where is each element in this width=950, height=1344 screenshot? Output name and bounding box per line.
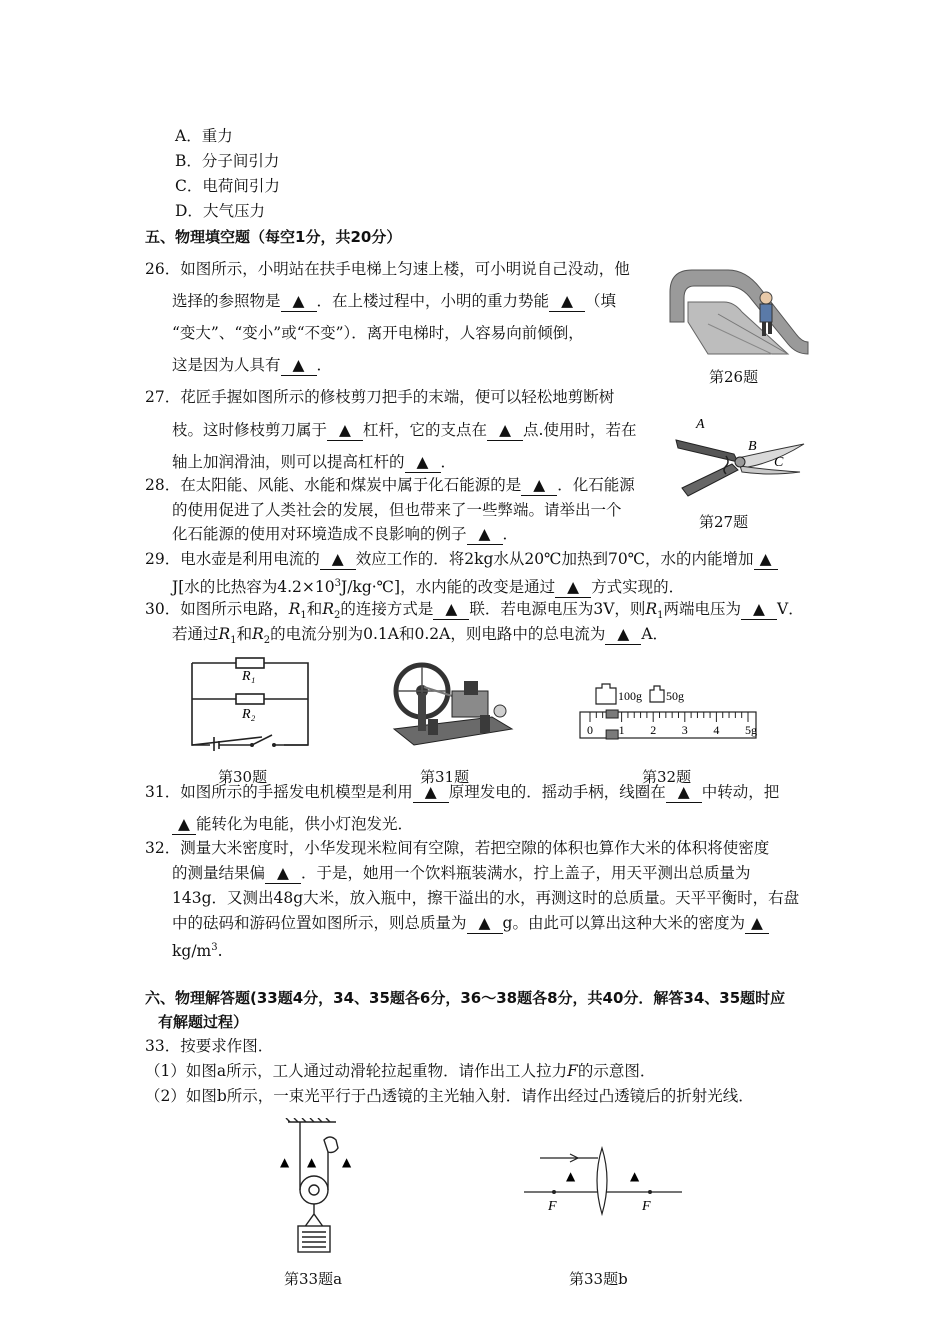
blank-marker: ▲ [280,1155,290,1169]
q27-line3: 轴上加润滑油，则可以提高杠杆的 ▲ ． [172,453,457,471]
scale-label: 1 [618,723,625,737]
answer-blank[interactable]: ▲ [327,420,363,441]
pulley-figure [270,1118,366,1256]
answer-blank[interactable]: ▲ [666,782,702,803]
answer-blank[interactable]: ▲ [549,291,585,312]
q31-caption: 第31题 [420,768,470,786]
label-a: A [696,417,705,432]
q32-line5: $kg/m^3$. [172,942,223,961]
q32-caption: 第32题 [642,768,692,786]
r1-label: R₁ [242,669,256,684]
q33b-caption: 第33题b [569,1270,628,1288]
answer-blank[interactable]: ▲ [172,814,196,835]
focal-right: F [642,1199,651,1214]
q28-line3: 化石能源的使用对环境造成不良影响的例子 ▲ ． [172,525,519,543]
circuit-figure [188,655,314,751]
q26-line3: “变大”、“变小”或“不变”）．离开电梯时，人容易向前倾倒， [172,324,584,342]
focal-left: F [548,1199,557,1214]
q31-line1: 31．如图所示的手摇发电机模型是利用 ▲ 原理发电的．摇动手柄，线圈在 ▲ 中转动，把 [145,783,780,801]
balance-scale-figure [576,670,764,750]
answer-blank[interactable]: ▲ [405,452,441,473]
option-c: C．电荷间引力 [175,177,280,195]
answer-blank[interactable]: ▲ [281,291,317,312]
blank-marker: ▲ [307,1155,317,1169]
answer-blank[interactable]: ▲ [281,355,317,376]
q33-part1: （1）如图a所示，工人通过动滑轮拉起重物．请作出工人拉力F的示意图． [145,1062,656,1080]
q29-line2: J[水的比热容为$4.2\times 10^3J/kg\cdot℃$]，水内能的改变是通过 ▲ 方式实现的． [172,578,685,597]
answer-blank[interactable]: ▲ [754,549,778,570]
answer-blank[interactable]: ▲ [605,624,641,645]
q32-line2: 的测量结果偏 ▲ ．于是，她用一个饮料瓶装满水，拧上盖子，用天平测出总质量为 [172,864,751,882]
answer-blank[interactable]: ▲ [741,599,777,620]
scale-label: 4 [713,723,720,737]
q31-line2: ▲ 能转化为电能，供小灯泡发光． [172,814,413,835]
answer-blank[interactable]: ▲ [521,475,557,496]
label-c: C [774,455,784,470]
scale-label: 0 [587,723,593,737]
q27-caption: 第27题 [699,513,749,531]
q32-line1: 32．测量大米密度时，小华发现米粒间有空隙，若把空隙的体积也算作大米的体积将使密度 [145,839,770,857]
q33-part2: （2）如图b所示，一束光平行于凸透镜的主光轴入射．请作出经过凸透镜后的折射光线． [145,1087,754,1105]
answer-blank[interactable]: ▲ [433,599,469,620]
rider-lower [606,730,618,739]
blank-marker: ▲ [630,1169,640,1183]
answer-blank[interactable]: ▲ [265,863,301,884]
blank-marker: ▲ [342,1155,352,1169]
scale-label: 2 [650,723,657,737]
pruning-shears-figure [668,414,810,502]
weight-100g: 100g [618,689,642,703]
escalator-figure [668,262,810,356]
answer-blank[interactable]: ▲ [745,913,769,934]
weight-50g: 50g [666,689,684,703]
q26-line1: 26．如图所示，小明站在扶手电梯上匀速上楼，可小明说自己没动，他 [145,260,630,278]
blank-marker: ▲ [566,1169,576,1183]
scale-label: 3 [681,723,688,737]
section-5-heading: 五、物理填空题（每空1分，共20分） [145,228,402,246]
section-6-heading-line1: 六、物理解答题(33题4分，34、35题各6分，36～38题各8分，共40分．解答34、35题时应 [145,989,786,1007]
label-b: B [748,439,757,454]
q30-line2: 若通过$R_1$和$R_2$的电流分别为0.1A和0.2A，则电路中的总电流为 ▲ A． [172,625,669,647]
r2-label: R₂ [242,707,256,722]
option-a: A．重力 [175,127,233,145]
q28-line1: 28．在太阳能、风能、水能和煤炭中属于化石能源的是 ▲ ．化石能源 [145,476,635,494]
q33-intro: 33．按要求作图． [145,1037,274,1055]
option-d: D．大气压力 [175,202,265,220]
answer-blank[interactable]: ▲ [467,524,503,545]
answer-blank[interactable]: ▲ [555,577,591,598]
lens-figure [522,1144,684,1216]
option-b: B．分子间引力 [175,152,280,170]
answer-blank[interactable]: ▲ [320,549,356,570]
q32-line4: 中的砝码和游码位置如图所示，则总质量为 ▲ g。由此可以算出这种大米的密度为 ▲ [172,913,769,934]
rider [606,710,618,718]
answer-blank[interactable]: ▲ [487,420,523,441]
q30-caption: 第30题 [218,768,268,786]
q32-line3: 143g．又测出48g大米，放入瓶中，擦干溢出的水，再测这时的总质量。天平平衡时，右盘 [172,889,800,907]
q29-line1: 29．电水壶是利用电流的 ▲ 效应工作的．将2kg水从20℃加热到70℃，水的内能增加 ▲ [145,549,778,570]
generator-figure [388,657,516,753]
scale-label: 5g [745,723,757,737]
answer-blank[interactable]: ▲ [467,913,503,934]
answer-blank[interactable]: ▲ [413,782,449,803]
section-6-heading-line2: 有解题过程） [158,1013,249,1031]
q26-line4: 这是因为人具有 ▲ ． [172,356,333,374]
q27-line1: 27．花匠手握如图所示的修枝剪刀把手的末端，便可以轻松地剪断树 [145,388,615,406]
q26-line2: 选择的参照物是 ▲ ．在上楼过程中，小明的重力势能 ▲ （填 [172,292,617,310]
q33a-caption: 第33题a [284,1270,343,1288]
q27-line2: 枝。这时修枝剪刀属于 ▲ 杠杆，它的支点在 ▲ 点.使用时，若在 [172,421,637,439]
q28-line2: 的使用促进了人类社会的发展，但也带来了一些弊端。请举出一个 [172,501,622,519]
q30-line1: 30．如图所示电路，$R_1$和$R_2$的连接方式是 ▲ 联．若电源电压为3V，则$R_1$两端电压为 ▲ V． [145,600,804,622]
q26-caption: 第26题 [709,368,759,386]
